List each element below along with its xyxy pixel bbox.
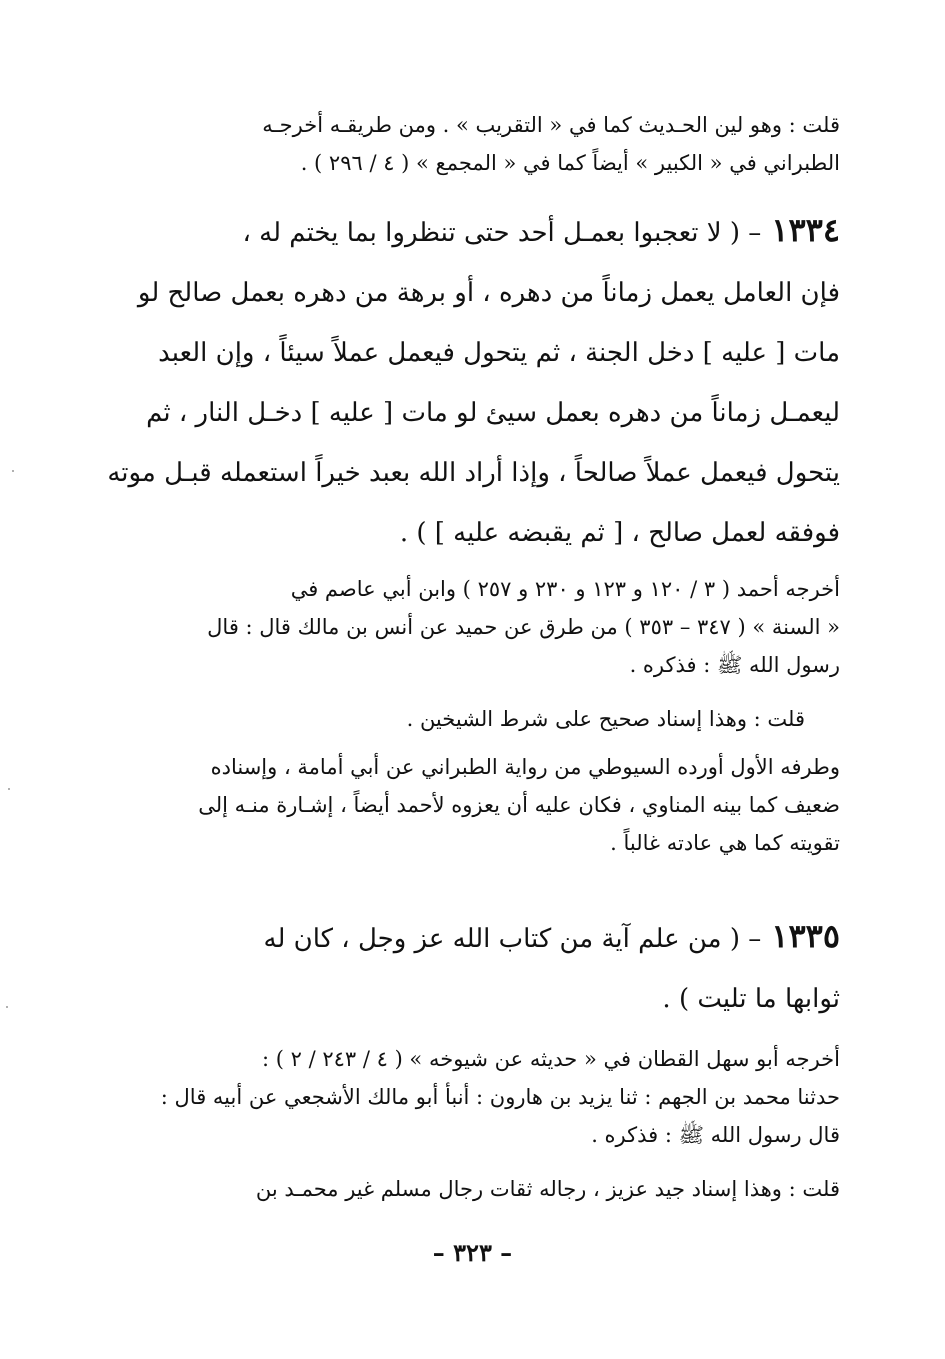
hadith-text: – ( من علم آية من كتاب الله عز وجل ، كان له: [263, 924, 762, 954]
text-line: حدثنا محمد بن الجهم : ثنا يزيد بن هارون : أنبأ أبو مالك الأشجعي عن أبيه قال :: [160, 1085, 840, 1109]
text-line: قلت : وهذا إسناد جيد عزيز ، رجاله ثقات رجال مسلم غير محمـد بن: [255, 1177, 840, 1201]
text-line: الطبراني في « الكبير » أيضاً كما في « المجمع » ( ٤ / ٢٩٦ ) .: [300, 151, 840, 175]
takhrij-paragraph-1335: [105, 1040, 840, 1154]
hadith-first-line: [105, 906, 840, 969]
scan-speck: [8, 788, 10, 790]
hadith-text: فوفقه لعمل صالح ، [ ثم يقبضه عليه ] ) .: [399, 518, 840, 548]
text-line: أخرجه أحمد ( ٣ / ١٢٠ و ١٢٣ و ٢٣٠ و ٢٥٧ ) وابن أبي عاصم في: [290, 577, 840, 601]
text-line: « السنة » ( ٣٤٧ – ٣٥٣ ) من طرق عن حميد عن أنس بن مالك قال : قال: [207, 615, 840, 639]
hadith-1335: [105, 906, 840, 1029]
scan-speck: [12, 470, 14, 472]
page-number: – ٣٢٣ –: [432, 1238, 513, 1267]
hadith-number: ١٣٣٤: [771, 211, 840, 249]
text-line: تقويته كما هي عادته غالباً .: [610, 831, 840, 855]
text-line: أخرجه أبو سهل القطان في « حديثه عن شيوخه » ( ٤ / ٢٤٣ / ٢ ) :: [261, 1047, 840, 1071]
hadith-text: مات [ عليه ] دخل الجنة ، ثم يتحول فيعمل عملاً سيئاً ، وإن العبد: [158, 338, 840, 368]
grading-paragraph-1335: [105, 1170, 840, 1208]
text-line: ضعيف كما بينه المناوي ، فكان عليه أن يعزوه لأحمد أيضاً ، إشـارة منـه إلى: [198, 793, 840, 817]
hadith-number: ١٣٣٥: [771, 917, 840, 955]
hadith-text: يتحول فيعمل عملاً صالحاً ، وإذا أراد الله بعبد خيراً استعمله قبـل موته: [107, 458, 840, 488]
grading-paragraph-1334: [105, 700, 840, 738]
commentary-paragraph-1334: [105, 748, 840, 862]
hadith-1334: [105, 200, 840, 563]
text-line: قلت : وهذا إسناد صحيح على شرط الشيخين .: [406, 707, 805, 731]
text-line: قلت : وهو لين الحـديث كما في « التقريب » . ومن طريقـه أخرجـه: [262, 113, 840, 137]
hadith-text: فإن العامل يعمل زماناً من دهره ، أو برهة من دهره بعمل صالح لو: [137, 278, 840, 308]
hadith-text: – ( لا تعجبوا بعمـل أحد حتى تنظروا بما يختم له ،: [242, 218, 762, 248]
hadith-text: ليعمـل زماناً من دهره بعمل سيئ لو مات [ عليه ] دخـل النار ، ثم: [146, 398, 840, 428]
hadith-first-line: [105, 200, 840, 263]
scan-speck: [6, 1006, 8, 1008]
hadith-text: ثوابها ما تليت ) .: [662, 984, 840, 1014]
text-line: وطرفه الأول أورده السيوطي من رواية الطبراني عن أبي أمامة ، وإسناده: [210, 755, 840, 779]
text-line: قال رسول الله ﷺ : فذكره .: [591, 1123, 840, 1147]
takhrij-paragraph-1334: [105, 570, 840, 684]
note-paragraph-1: [105, 106, 840, 182]
text-line: رسول الله ﷺ : فذكره .: [629, 653, 840, 677]
